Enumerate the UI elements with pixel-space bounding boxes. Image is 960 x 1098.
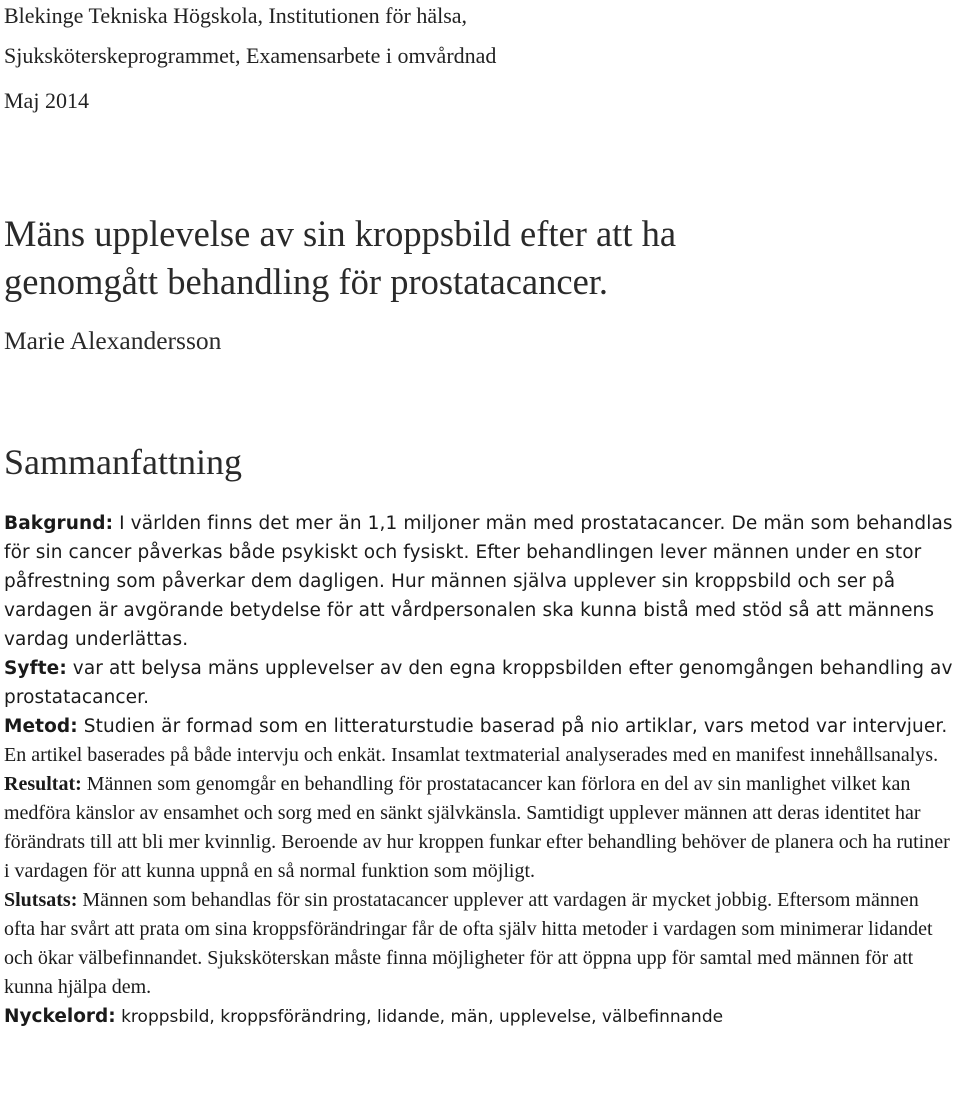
keywords-paragraph	[4, 1002, 954, 1032]
background-label: Bakgrund:	[4, 513, 114, 534]
method-text-sans: Studien är formad som en litteraturstudie baserad på nio artiklar, vars metod var intervjuer.	[77, 716, 948, 737]
method-label: Metod:	[4, 716, 78, 737]
method-paragraph	[4, 712, 954, 770]
aim-paragraph	[4, 654, 954, 712]
method-text-serif: En artikel baserades på både intervju och enkät. Insamlat textmaterial analyserades med en manifest innehållsanalys.	[4, 744, 939, 766]
title-line-2: genomgått behandling för prostatacancer.	[4, 261, 609, 302]
abstract-body	[4, 509, 954, 1032]
aim-label: Syfte:	[4, 658, 67, 679]
aim-text: var att belysa mäns upplevelser av den egna kroppsbilden efter genomgången behandling av prostatacancer.	[4, 658, 953, 708]
date-line: Maj 2014	[4, 88, 89, 113]
conclusion-label: Slutsats:	[4, 889, 78, 911]
keywords-text: kroppsbild, kroppsförändring, lidande, män, upplevelse, välbefinnande	[115, 1007, 724, 1027]
summary-heading: Sammanfattning	[4, 442, 242, 482]
title-line-1: Mäns upplevelse av sin kroppsbild efter att ha	[4, 213, 677, 254]
results-label: Resultat:	[4, 773, 82, 795]
background-text: I världen finns det mer än 1,1 miljoner män med prostatacancer. De män som behandlas för sin cancer påverkas både psykiskt och fysiskt. Efter behandlingen lever männen under en stor påfrestning som påverkar dem dagligen. Hur männen själva upplever sin kroppsbild och ser på vardagen är avgörande betydelse för att vårdpersonalen ska kunna bistå med stöd så att männens vardag underlättas.	[4, 513, 953, 650]
conclusion-paragraph	[4, 886, 954, 1002]
institution-line: Blekinge Tekniska Högskola, Institutionen för hälsa,	[4, 3, 468, 28]
conclusion-text: Männen som behandlas för sin prostatacancer upplever att vardagen är mycket jobbig. Eftersom männen ofta har svårt att prata om sina kroppsförändringar får de ofta själv hitta metoder i vardagen som minimerar lidandet och ökar välbefinnandet. Sjuksköterskan måste finna möjligheter för att öppna upp för samtal med männen för att kunna hjälpa dem.	[4, 889, 933, 998]
keywords-label: Nyckelord:	[4, 1006, 116, 1027]
results-paragraph	[4, 770, 954, 886]
program-line: Sjuksköterskeprogrammet, Examensarbete i omvårdnad	[4, 43, 497, 68]
results-text: Männen som genomgår en behandling för prostatacancer kan förlora en del av sin manlighet vilket kan medföra känslor av ensamhet och sorg med en sänkt självkänsla. Samtidigt upplever männen att deras identitet har förändrats till att bli mer kvinnlig. Beroende av hur kroppen funkar efter behandling behöver de planera och ha rutiner i vardagen för att kunna uppnå en så normal funktion som möjligt.	[4, 773, 950, 882]
author-name: Marie Alexandersson	[4, 326, 222, 355]
background-paragraph	[4, 509, 954, 654]
document-title	[4, 210, 676, 306]
